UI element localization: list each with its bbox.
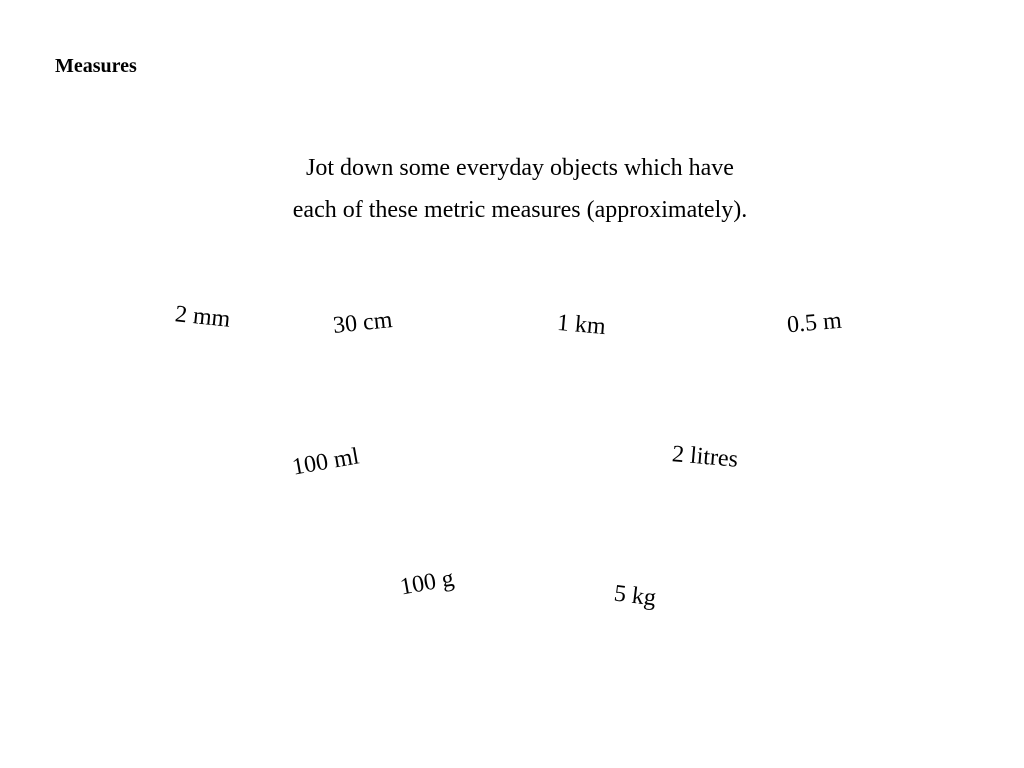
measure-100-ml: 100 ml bbox=[290, 443, 362, 481]
measure-1-km: 1 km bbox=[555, 309, 607, 341]
measure-2-litres: 2 litres bbox=[670, 441, 740, 473]
measure-0-5-m: 0.5 m bbox=[785, 307, 843, 339]
slide-title: Measures bbox=[55, 55, 137, 77]
measure-2-mm: 2 mm bbox=[173, 301, 232, 333]
measure-30-cm: 30 cm bbox=[331, 306, 394, 340]
instructions-line-1: Jot down some everyday objects which have bbox=[306, 155, 734, 181]
measure-5-kg: 5 kg bbox=[612, 580, 658, 612]
measure-100-g: 100 g bbox=[398, 565, 456, 601]
instructions-line-2: each of these metric measures (approximately). bbox=[292, 197, 748, 223]
instructions bbox=[0, 147, 1024, 231]
